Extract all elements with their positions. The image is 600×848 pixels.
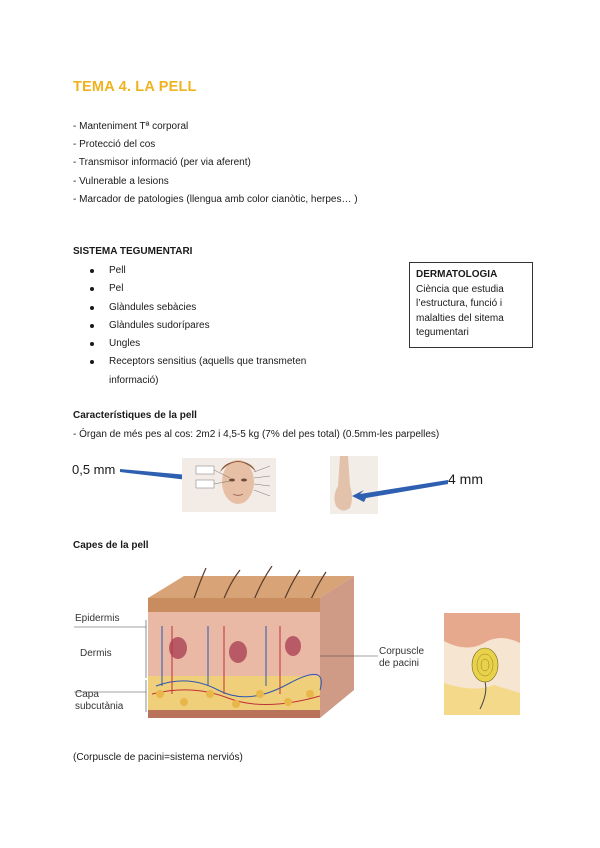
intro-item: - Vulnerable a lesions [73, 175, 169, 187]
face-shape [222, 460, 254, 504]
eye-shape [241, 479, 247, 482]
thick-skin-label: 4 mm [448, 471, 483, 487]
list-item: Glàndules sebàcies [88, 299, 358, 317]
dermis-label: Dermis [80, 648, 112, 659]
intro-item: - Marcador de patologies (llengua amb color cianòtic, herpes… ) [73, 193, 358, 205]
capes-heading: Capes de la pell [73, 540, 149, 551]
pacini-illustration [444, 613, 520, 715]
label-brackets [72, 600, 152, 716]
dermatologia-text: Ciència que estudia l’estructura, funció i malalties del sitema tegumentari [416, 283, 504, 338]
side-face [320, 576, 354, 718]
caracteristiques-line: - Órgan de més pes al cos: 2m2 i 4,5-5 kg (7% del pes total) (0.5mm-les parpelles) [73, 429, 440, 440]
corpuscle-pointer [320, 652, 380, 660]
list-item: Ungles [88, 335, 358, 353]
intro-list [73, 118, 358, 209]
intro-item: - Manteniment Tª corporal [73, 121, 189, 132]
epidermis-layer [148, 598, 320, 612]
caracteristiques-heading: Característiques de la pell [73, 410, 197, 421]
list-item: Pel [88, 280, 358, 298]
list-item: Glàndules sudorípares [88, 317, 358, 335]
sistema-heading: SISTEMA TEGUMENTARI [73, 246, 193, 257]
pacini-corpuscle [472, 648, 498, 682]
arrow-icon [120, 469, 188, 480]
list-item: Receptors sensitius (aquells que transmeten informació) [88, 353, 358, 390]
muscle-layer [148, 710, 320, 718]
eyelid-illustration [120, 452, 280, 514]
caption: (Corpuscle de pacini=sistema nerviós) [73, 752, 243, 763]
bullet-icon [90, 324, 94, 328]
surface-layer [148, 576, 354, 598]
sistema-list [88, 262, 358, 390]
bullet-icon [90, 360, 94, 364]
label-box [196, 480, 214, 488]
label-box [196, 466, 214, 474]
heel-illustration [330, 456, 450, 516]
thin-skin-label: 0,5 mm [72, 462, 116, 477]
intro-item: - Protecció del cos [73, 139, 156, 151]
bullet-icon [90, 287, 94, 291]
corpuscle-label: Corpuscle de pacini [379, 646, 425, 669]
page-title: TEMA 4. LA PELL [73, 79, 197, 95]
skin-layers-diagram [148, 566, 354, 726]
dermatologia-title: DERMATOLOGIA [416, 269, 498, 280]
bullet-icon [90, 306, 94, 310]
capa-label: Capa subcutània [75, 689, 124, 712]
bullet-icon [90, 342, 94, 346]
dermatologia-box [409, 262, 533, 348]
list-item: Pell [88, 262, 358, 280]
intro-item: - Transmisor informació (per via aferent) [73, 157, 251, 169]
bullet-icon [90, 269, 94, 273]
epidermis-label: Epidermis [75, 613, 120, 624]
